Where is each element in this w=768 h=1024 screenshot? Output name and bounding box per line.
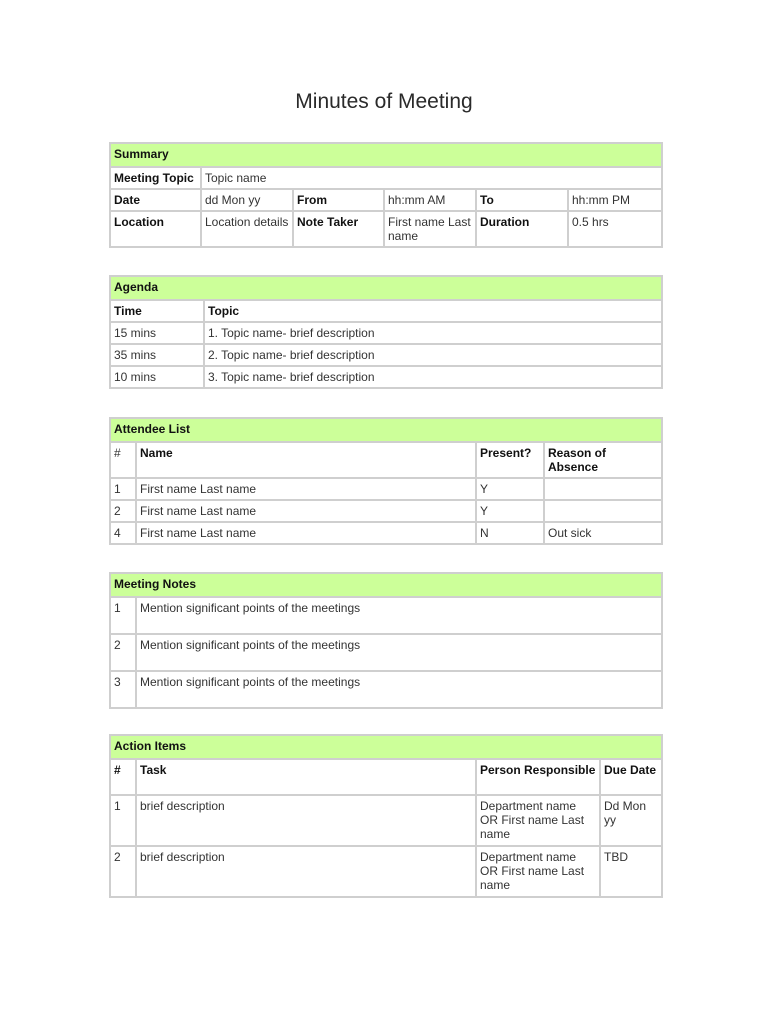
page-title: Minutes of Meeting [295, 90, 473, 113]
attendee-row [110, 522, 662, 544]
agenda-time: 35 mins [110, 344, 204, 366]
agenda-col-time: Time [110, 300, 204, 322]
agenda-time: 10 mins [110, 366, 204, 388]
note-taker-value: First name Last name [384, 211, 476, 247]
attendee-present: Y [476, 478, 544, 500]
actions-col-num: # [110, 759, 136, 795]
attendee-num: 1 [110, 478, 136, 500]
actions-header-row [110, 735, 662, 759]
notes-num: 2 [110, 634, 136, 671]
action-items-table [109, 734, 663, 898]
summary-row-location [110, 211, 662, 247]
notes-header-row [110, 573, 662, 597]
location-value: Location details [201, 211, 293, 247]
from-label: From [293, 189, 384, 211]
from-value: hh:mm AM [384, 189, 476, 211]
agenda-table [109, 275, 663, 389]
actions-num: 2 [110, 846, 136, 897]
note-taker-label: Note Taker [293, 211, 384, 247]
meeting-topic-label: Meeting Topic [110, 167, 201, 189]
attendee-col-present: Present? [476, 442, 544, 478]
to-value: hh:mm PM [568, 189, 662, 211]
summary-table [109, 142, 663, 248]
actions-person: Department name OR First name Last name [476, 846, 600, 897]
summary-row-date [110, 189, 662, 211]
agenda-row [110, 344, 662, 366]
agenda-topic: 1. Topic name- brief description [204, 322, 662, 344]
actions-person: Department name OR First name Last name [476, 795, 600, 846]
date-label: Date [110, 189, 201, 211]
attendee-name: First name Last name [136, 500, 476, 522]
summary-row-topic [110, 167, 662, 189]
notes-row [110, 671, 662, 708]
actions-due: TBD [600, 846, 662, 897]
agenda-col-header-row [110, 300, 662, 322]
summary-header: Summary [110, 143, 662, 167]
agenda-header-row [110, 276, 662, 300]
notes-num: 3 [110, 671, 136, 708]
attendee-reason [544, 478, 662, 500]
attendee-name: First name Last name [136, 522, 476, 544]
attendee-header: Attendee List [110, 418, 662, 442]
actions-col-person: Person Responsible [476, 759, 600, 795]
actions-header: Action Items [110, 735, 662, 759]
notes-text: Mention significant points of the meetings [136, 597, 662, 634]
actions-due: Dd Mon yy [600, 795, 662, 846]
notes-row [110, 597, 662, 634]
to-label: To [476, 189, 568, 211]
attendee-num: 2 [110, 500, 136, 522]
attendee-row [110, 500, 662, 522]
attendee-col-header-row [110, 442, 662, 478]
attendee-num: 4 [110, 522, 136, 544]
attendee-reason: Out sick [544, 522, 662, 544]
date-value: dd Mon yy [201, 189, 293, 211]
meeting-notes-table [109, 572, 663, 709]
actions-task: brief description [136, 846, 476, 897]
summary-header-row [110, 143, 662, 167]
attendee-name: First name Last name [136, 478, 476, 500]
agenda-time: 15 mins [110, 322, 204, 344]
attendee-header-row [110, 418, 662, 442]
attendee-col-num: # [110, 442, 136, 478]
notes-num: 1 [110, 597, 136, 634]
notes-header: Meeting Notes [110, 573, 662, 597]
duration-value: 0.5 hrs [568, 211, 662, 247]
agenda-topic: 2. Topic name- brief description [204, 344, 662, 366]
location-label: Location [110, 211, 201, 247]
attendee-row [110, 478, 662, 500]
actions-task: brief description [136, 795, 476, 846]
attendee-col-reason: Reason of Absence [544, 442, 662, 478]
notes-row [110, 634, 662, 671]
agenda-row [110, 366, 662, 388]
meeting-topic-value: Topic name [201, 167, 662, 189]
agenda-row [110, 322, 662, 344]
attendee-table [109, 417, 663, 545]
notes-text: Mention significant points of the meetings [136, 634, 662, 671]
attendee-present: N [476, 522, 544, 544]
notes-text: Mention significant points of the meetings [136, 671, 662, 708]
agenda-col-topic: Topic [204, 300, 662, 322]
attendee-col-name: Name [136, 442, 476, 478]
actions-row [110, 795, 662, 846]
agenda-header: Agenda [110, 276, 662, 300]
actions-col-due: Due Date [600, 759, 662, 795]
attendee-present: Y [476, 500, 544, 522]
duration-label: Duration [476, 211, 568, 247]
actions-col-header-row [110, 759, 662, 795]
actions-row [110, 846, 662, 897]
actions-col-task: Task [136, 759, 476, 795]
actions-num: 1 [110, 795, 136, 846]
attendee-reason [544, 500, 662, 522]
agenda-topic: 3. Topic name- brief description [204, 366, 662, 388]
